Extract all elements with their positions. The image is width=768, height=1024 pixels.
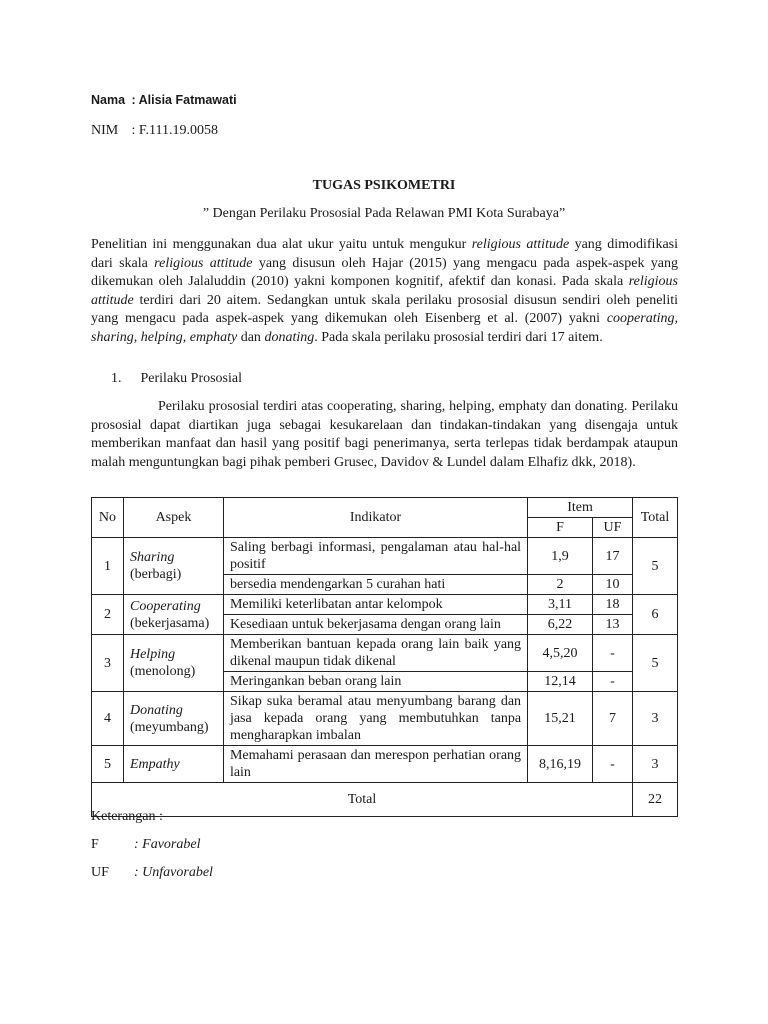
cell-total: 3 <box>632 746 677 783</box>
table-total-row <box>92 783 678 817</box>
header-indikator: Indikator <box>223 498 527 538</box>
cell-f: 3,11 <box>528 595 593 615</box>
legend-value: : Favorabel <box>134 837 201 852</box>
cell-f: 2 <box>528 575 593 595</box>
cell-indikator: Memiliki keterlibatan antar kelompok <box>223 595 527 615</box>
keterangan-label: Keterangan : <box>91 809 163 824</box>
cell-f: 8,16,19 <box>528 746 593 783</box>
list-label: Perilaku Prososial <box>140 371 242 386</box>
header-f: F <box>528 518 593 538</box>
cell-total: 5 <box>632 635 677 692</box>
cell-indikator: bersedia mendengarkan 5 curahan hati <box>223 575 527 595</box>
intro-paragraph: Penelitian ini menggunakan dua alat ukur yaitu untuk mengukur religious attitude yang dimodifikasi dari skala religious attitude yang disusun oleh Hajar (2015) yang mengacu pada aspek-aspek yang dikemukan oleh Jalaluddin (2010) yakni komponen kognitif, afektif dan konasi. Pada skala religious attitude terdiri dari 20 aitem. Sedangkan untuk skala perilaku prososial disusun sendiri oleh peneliti yang mengacu pada aspek-aspek yang dikemukan oleh Eisenberg et al. (2007) yakni cooperating, sharing, helping, emphaty dan donating. Pada skala perilaku prososial terdiri dari 17 aitem. <box>91 237 678 345</box>
table-row <box>92 595 678 615</box>
cell-f: 15,21 <box>528 692 593 746</box>
cell-total: 6 <box>632 595 677 635</box>
list-item-heading <box>111 371 242 387</box>
cell-aspek: Donating (meyumbang) <box>123 692 223 746</box>
legend-key: F <box>91 837 99 852</box>
cell-indikator: Memberikan bantuan kepada orang lain baik yang dikenal maupun tidak dikenal <box>223 635 527 672</box>
name-value: : Alisia Fatmawati <box>131 93 237 107</box>
total-label: Total <box>92 783 633 817</box>
list-number: 1. <box>111 371 122 386</box>
cell-no: 3 <box>92 635 124 692</box>
legend-row-f <box>91 837 200 853</box>
cell-uf: 10 <box>593 575 633 595</box>
total-value: 22 <box>632 783 677 817</box>
cell-aspek: Helping (menolong) <box>123 635 223 692</box>
nim-row <box>91 123 218 139</box>
header-uf: UF <box>593 518 633 538</box>
cell-indikator: Kesediaan untuk bekerjasama dengan orang lain <box>223 615 527 635</box>
nim-value: : F.111.19.0058 <box>131 123 219 138</box>
cell-uf: 17 <box>593 538 633 575</box>
cell-uf: 7 <box>593 692 633 746</box>
header-no: No <box>92 498 124 538</box>
cell-f: 1,9 <box>528 538 593 575</box>
cell-no: 5 <box>92 746 124 783</box>
legend-value: : Unfavorabel <box>134 865 213 880</box>
table-row <box>92 746 678 783</box>
cell-indikator: Memahami perasaan dan merespon perhatian orang lain <box>223 746 527 783</box>
header-item: Item <box>528 498 633 518</box>
table-row <box>92 635 678 672</box>
cell-indikator: Saling berbagi informasi, pengalaman atau hal-hal positif <box>223 538 527 575</box>
cell-uf: - <box>593 635 633 672</box>
cell-aspek: Cooperating (bekerjasama) <box>123 595 223 635</box>
cell-uf: 18 <box>593 595 633 615</box>
blueprint-table <box>91 497 678 817</box>
cell-uf: - <box>593 746 633 783</box>
document-subtitle: ” Dengan Perilaku Prososial Pada Relawan PMI Kota Surabaya” <box>202 206 566 221</box>
cell-no: 1 <box>92 538 124 595</box>
cell-aspek: Empathy <box>123 746 223 783</box>
legend-row-uf <box>91 865 213 881</box>
cell-aspek: Sharing (berbagi) <box>123 538 223 595</box>
nim-label: NIM <box>91 123 119 138</box>
cell-indikator: Meringankan beban orang lain <box>223 672 527 692</box>
header-total: Total <box>632 498 677 538</box>
cell-f: 4,5,20 <box>528 635 593 672</box>
cell-f: 6,22 <box>528 615 593 635</box>
table-row <box>92 538 678 575</box>
cell-no: 2 <box>92 595 124 635</box>
cell-f: 12,14 <box>528 672 593 692</box>
cell-uf: - <box>593 672 633 692</box>
cell-no: 4 <box>92 692 124 746</box>
cell-indikator: Sikap suka beramal atau menyumbang barang dan jasa kepada orang yang membutuhkan tanpa mengharapkan imbalan <box>223 692 527 746</box>
table-row <box>92 692 678 746</box>
prosocial-paragraph: Perilaku prososial terdiri atas cooperating, sharing, helping, emphaty dan donating. Perilaku prososial dapat diartikan juga sebagai kesukarelaan dan tindakan-tindakan yang disengaja untuk memberikan manfaat dan hasil yang positif bagi penerimanya, serta terlepas tidak berdampak ataupun malah menguntungkan bagi pihak pemberi Grusec, Davidov & Lundel dalam Elhafiz dkk, 2018). <box>91 399 678 470</box>
document-title: TUGAS PSIKOMETRI <box>312 178 456 193</box>
legend-key: UF <box>91 865 109 880</box>
name-label: Nama <box>91 93 126 107</box>
name-row <box>91 93 237 107</box>
cell-total: 3 <box>632 692 677 746</box>
header-aspek: Aspek <box>123 498 223 538</box>
cell-total: 5 <box>632 538 677 595</box>
cell-uf: 13 <box>593 615 633 635</box>
